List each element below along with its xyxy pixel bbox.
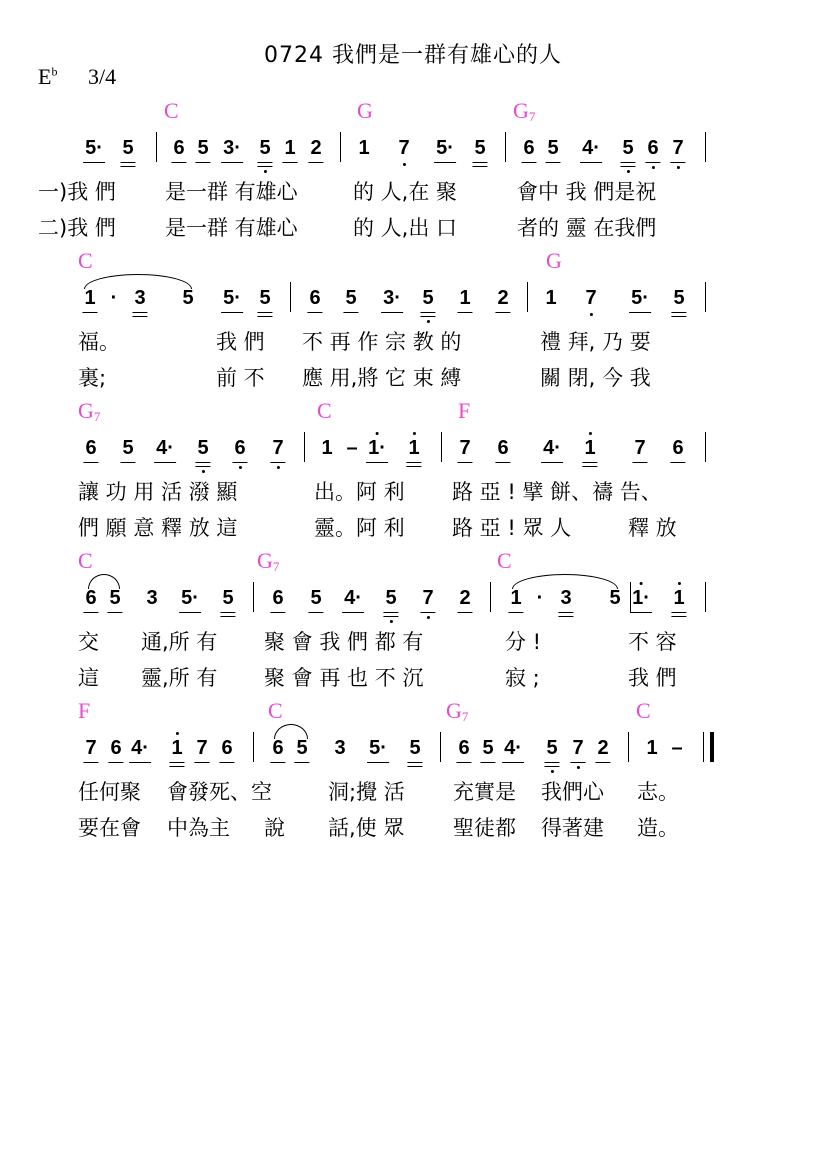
note: 1 — [510, 586, 521, 610]
chord-label: C — [497, 548, 512, 573]
note: 3 — [146, 587, 158, 609]
notation-line — [0, 136, 826, 166]
lyric-line — [0, 212, 826, 240]
tie-arc — [84, 274, 192, 289]
note: 5· — [85, 136, 103, 160]
note: 7 — [85, 736, 96, 760]
lyric-fragment: 讓 功 用 活 潑 顯 — [78, 480, 238, 504]
tie-arc — [88, 574, 120, 589]
note: 1 — [646, 737, 658, 759]
note: 5 — [197, 436, 208, 460]
bar-line — [441, 432, 442, 462]
note: 5 — [546, 736, 557, 760]
note: 1 — [584, 436, 595, 460]
lyric-line — [0, 812, 826, 840]
bar-line — [630, 582, 631, 612]
note: 7 — [585, 286, 596, 310]
lyric-fragment: 聚 會 再 也 不 沉 — [264, 666, 424, 690]
chord-label: F — [78, 698, 91, 723]
lyric-fragment: 充實是 — [453, 780, 516, 804]
chord-label: C — [164, 98, 179, 123]
note: 6 — [272, 586, 283, 610]
chord-label: G — [546, 248, 562, 273]
note: 4· — [344, 586, 362, 610]
note: 2 — [597, 736, 608, 760]
note: 6 — [309, 286, 320, 310]
note: 5 — [422, 286, 433, 310]
chord-label: $G_7$ — [446, 698, 469, 724]
note: 3· — [383, 286, 401, 310]
tie-arc — [512, 574, 618, 589]
note: 6 — [272, 736, 283, 760]
lyric-fragment: 是一群 有雄心 — [165, 216, 298, 240]
lyric-fragment: 一)我 們 — [38, 180, 116, 204]
note: 7 — [398, 136, 409, 160]
lyric-fragment: 是一群 有雄心 — [165, 180, 298, 204]
final-bar-line — [703, 732, 714, 762]
bar-line — [705, 432, 706, 462]
notation-line — [0, 736, 826, 766]
chord-label: C — [636, 698, 651, 723]
note: 1 — [459, 286, 470, 310]
note: 7 — [196, 736, 207, 760]
note: 6 — [234, 436, 245, 460]
note: 5 — [310, 586, 321, 610]
bar-line — [290, 282, 291, 312]
note: 7 — [634, 436, 645, 460]
lyric-fragment: 關 閉, 今 我 — [540, 366, 651, 390]
note: 7 — [459, 436, 470, 460]
chord-label: G — [357, 98, 373, 123]
note: 1 — [171, 736, 182, 760]
lyric-fragment: 的 人,出 口 — [353, 216, 458, 240]
note: 5 — [345, 286, 356, 310]
note: 5· — [369, 736, 387, 760]
note: · — [536, 587, 544, 609]
lyric-fragment: 我 們 — [628, 666, 677, 690]
chord-label: $G_7$ — [257, 548, 280, 574]
lyric-fragment: 不 再 作 宗 教 的 — [302, 330, 462, 354]
note: 4· — [582, 136, 600, 160]
note: 6 — [647, 136, 658, 160]
lyric-line — [0, 326, 826, 354]
note: 5 — [673, 286, 684, 310]
note: – — [346, 437, 358, 459]
note: 1 — [84, 286, 95, 310]
lyric-fragment: 應 用,將 它 束 縛 — [302, 366, 462, 390]
lyric-fragment: 路 亞 ! 眾 人 — [452, 516, 572, 540]
bar-line — [440, 732, 441, 762]
note: 5 — [122, 136, 133, 160]
note: 5 — [197, 136, 208, 160]
lyric-fragment: 造。 — [637, 816, 679, 840]
chord-label: C — [78, 548, 93, 573]
note: 6 — [458, 736, 469, 760]
chord-label: C — [268, 698, 283, 723]
lyric-line — [0, 662, 826, 690]
note: 3 — [134, 286, 145, 310]
bar-line — [705, 132, 706, 162]
note: 2 — [310, 136, 321, 160]
note: 5· — [631, 286, 649, 310]
lyric-fragment: 不 容 — [628, 630, 677, 654]
bar-line — [156, 132, 157, 162]
note: 4· — [156, 436, 174, 460]
note: 5 — [296, 736, 307, 760]
note: 5 — [109, 586, 120, 610]
note: 5 — [259, 286, 270, 310]
note: 5 — [259, 136, 270, 160]
note: 6 — [221, 736, 232, 760]
note: 5 — [182, 287, 194, 309]
lyric-fragment: 靈,所 有 — [141, 666, 218, 690]
lyric-line — [0, 176, 826, 204]
lyric-fragment: 通,所 有 — [141, 630, 218, 654]
note: 1 — [408, 436, 419, 460]
lyric-fragment: 路 亞 ! 擘 餅、禱 告、 — [452, 480, 662, 504]
chord-label: C — [78, 248, 93, 273]
note: 5 — [482, 736, 493, 760]
bar-line — [705, 582, 706, 612]
lyric-line — [0, 512, 826, 540]
chord-label: $G_7$ — [78, 398, 101, 424]
lyric-fragment: 裏; — [78, 366, 107, 390]
note: 1 — [358, 137, 370, 159]
note: 5 — [222, 586, 233, 610]
lyric-line — [0, 626, 826, 654]
note: 6 — [672, 436, 683, 460]
chord-label: $G_7$ — [513, 98, 536, 124]
note: 7 — [422, 586, 433, 610]
lyric-fragment: 出。阿 利 — [314, 480, 405, 504]
note: 1· — [368, 436, 386, 460]
lyric-fragment: 說 — [264, 816, 285, 840]
lyric-fragment: 釋 放 — [628, 516, 677, 540]
lyric-fragment: 聖徒都 — [453, 816, 516, 840]
lyric-fragment: 要在會 — [78, 816, 141, 840]
bar-line — [705, 282, 706, 312]
note: 1 — [673, 586, 684, 610]
note: 2 — [459, 586, 470, 610]
lyric-fragment: 福。 — [78, 330, 120, 354]
note: 1 — [545, 287, 557, 309]
lyric-fragment: 交 — [78, 630, 99, 654]
note: 5 — [385, 586, 396, 610]
chord-label: F — [458, 398, 471, 423]
note: 3 — [334, 737, 346, 759]
note: 5· — [436, 136, 454, 160]
note: 5· — [223, 286, 241, 310]
lyric-fragment: 靈。阿 利 — [314, 516, 405, 540]
bar-line — [505, 132, 506, 162]
notation-line — [0, 586, 826, 616]
note: 4· — [504, 736, 522, 760]
note: 5 — [122, 436, 133, 460]
note: 5 — [609, 587, 621, 609]
lyric-fragment: 分 ! — [505, 630, 542, 654]
note: 3 — [560, 586, 571, 610]
notation-line — [0, 436, 826, 466]
note: 5 — [622, 136, 633, 160]
note: 5· — [181, 586, 199, 610]
lyric-fragment: 禮 拜, 乃 要 — [540, 330, 651, 354]
bar-line — [490, 582, 491, 612]
lyric-fragment: 中為主 — [167, 816, 230, 840]
note: 6 — [85, 586, 96, 610]
note: – — [671, 737, 683, 759]
note: 4· — [131, 736, 149, 760]
lyric-fragment: 聚 會 我 們 都 有 — [264, 630, 424, 654]
note: 6 — [85, 436, 96, 460]
lyric-line — [0, 476, 826, 504]
note: 7 — [272, 436, 283, 460]
lyric-fragment: 這 — [78, 666, 99, 690]
note: 6 — [110, 736, 121, 760]
note: 3· — [223, 136, 241, 160]
bar-line — [253, 582, 254, 612]
key-signature: $E^b$ — [38, 64, 58, 89]
lyric-fragment: 志。 — [637, 780, 679, 804]
song-title: 0724 我們是一群有雄心的人 — [264, 43, 562, 68]
lyric-fragment: 二)我 們 — [38, 216, 116, 240]
note: 1· — [632, 586, 650, 610]
lyric-fragment: 我 們 — [216, 330, 265, 354]
note: 1 — [284, 136, 295, 160]
bar-line — [628, 732, 629, 762]
lyric-fragment: 得著建 — [541, 816, 604, 840]
note: 1 — [321, 437, 333, 459]
notation-line — [0, 286, 826, 316]
lyric-fragment: 寂 ; — [505, 666, 540, 690]
bar-line — [304, 432, 305, 462]
note: 5 — [474, 136, 485, 160]
lyric-fragment: 會發死、空 — [167, 780, 272, 804]
lyric-fragment: 我們心 — [541, 780, 604, 804]
lyric-fragment: 的 人,在 聚 — [353, 180, 458, 204]
note: · — [110, 287, 118, 309]
note: 4· — [543, 436, 561, 460]
lyric-fragment: 會中 我 們是祝 — [517, 180, 657, 204]
bar-line — [340, 132, 341, 162]
chord-label: C — [317, 398, 332, 423]
note: 6 — [523, 136, 534, 160]
lyric-line — [0, 362, 826, 390]
note: 2 — [497, 286, 508, 310]
lyric-fragment: 們 願 意 釋 放 這 — [78, 516, 238, 540]
note: 5 — [547, 136, 558, 160]
lyric-fragment: 者的 靈 在我們 — [517, 216, 657, 240]
note: 5 — [409, 736, 420, 760]
note: 6 — [173, 136, 184, 160]
lyric-line — [0, 776, 826, 804]
bar-line — [253, 732, 254, 762]
lyric-fragment: 前 不 — [216, 366, 265, 390]
note: 7 — [572, 736, 583, 760]
tie-arc — [274, 724, 308, 739]
lyric-fragment: 任何聚 — [78, 780, 141, 804]
lyric-fragment: 洞;攪 活 — [328, 780, 405, 804]
note: 7 — [672, 136, 683, 160]
note: 6 — [497, 436, 508, 460]
lyric-fragment: 話,使 眾 — [328, 816, 405, 840]
bar-line — [527, 282, 528, 312]
time-signature: 3/4 — [88, 64, 117, 89]
